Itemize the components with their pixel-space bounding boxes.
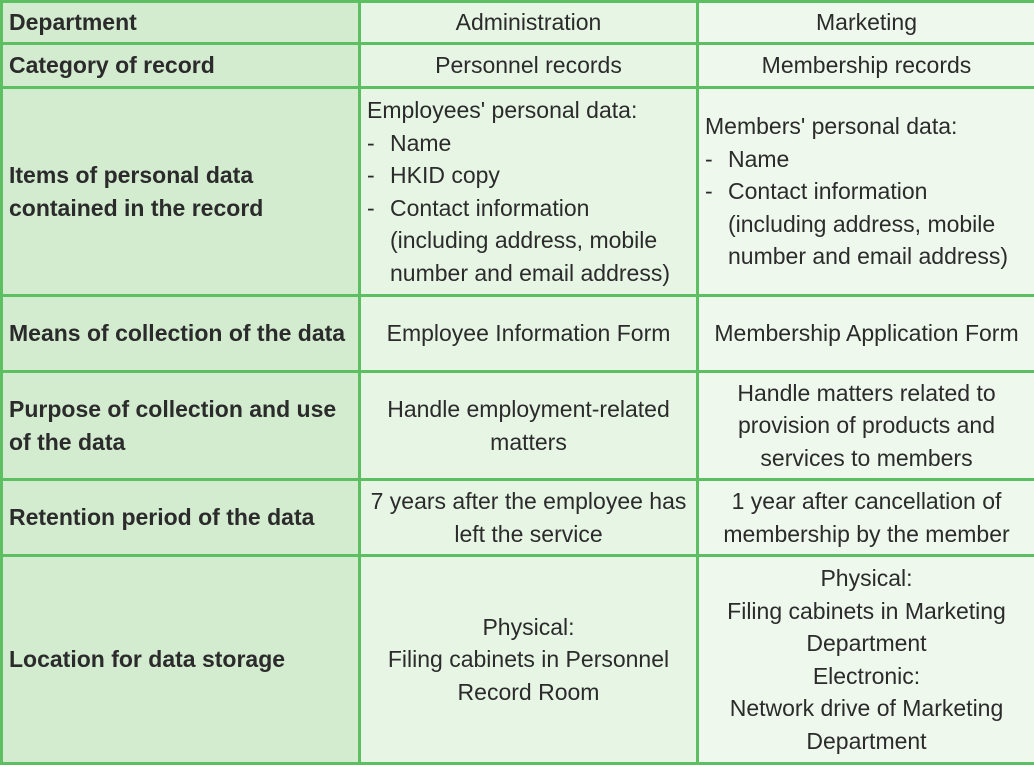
purpose-administration: Handle employment-related matters — [360, 372, 698, 480]
location-administration — [360, 556, 698, 764]
items-admin-intro: Employees' personal data: — [367, 94, 690, 127]
list-item: - Name — [705, 143, 1028, 176]
table-row-location — [2, 556, 1034, 764]
items-marketing-item: Contact information (including address, mobile number and email address) — [728, 175, 1028, 273]
row-label-department: Department — [2, 2, 360, 44]
retention-administration: 7 years after the employee has left the service — [360, 480, 698, 556]
table-row-retention — [2, 480, 1034, 556]
department-administration: Administration — [360, 2, 698, 44]
table-row-category — [2, 44, 1034, 88]
items-administration — [360, 88, 698, 296]
list-item: - Contact information (including address, mobile number and email address) — [367, 192, 690, 290]
items-marketing-item: Name — [728, 143, 1028, 176]
items-admin-item: HKID copy — [390, 159, 690, 192]
row-label-items: Items of personal data contained in the record — [2, 88, 360, 296]
location-marketing-line: Network drive of Marketing Department — [705, 692, 1028, 757]
table-row-department — [2, 2, 1034, 44]
table-row-items — [2, 88, 1034, 296]
row-label-location: Location for data storage — [2, 556, 360, 764]
category-administration: Personnel records — [360, 44, 698, 88]
row-label-retention: Retention period of the data — [2, 480, 360, 556]
items-admin-item: Name — [390, 127, 690, 160]
row-label-means: Means of collection of the data — [2, 296, 360, 372]
means-marketing: Membership Application Form — [698, 296, 1034, 372]
location-marketing-line: Electronic: — [705, 660, 1028, 693]
items-marketing — [698, 88, 1034, 296]
category-marketing: Membership records — [698, 44, 1034, 88]
location-admin-line: Physical: — [367, 611, 690, 644]
location-marketing-line: Filing cabinets in Marketing Department — [705, 595, 1028, 660]
retention-marketing: 1 year after cancellation of membership by the member — [698, 480, 1034, 556]
table-row-means — [2, 296, 1034, 372]
purpose-marketing: Handle matters related to provision of products and services to members — [698, 372, 1034, 480]
location-admin-line: Filing cabinets in Personnel Record Room — [367, 643, 690, 708]
table-row-purpose — [2, 372, 1034, 480]
items-marketing-intro: Members' personal data: — [705, 110, 1028, 143]
location-marketing — [698, 556, 1034, 764]
department-marketing: Marketing — [698, 2, 1034, 44]
means-administration: Employee Information Form — [360, 296, 698, 372]
row-label-purpose: Purpose of collection and use of the data — [2, 372, 360, 480]
list-item: - Name — [367, 127, 690, 160]
row-label-category: Category of record — [2, 44, 360, 88]
items-admin-item: Contact information (including address, mobile number and email address) — [390, 192, 690, 290]
list-item: - HKID copy — [367, 159, 690, 192]
list-item: - Contact information (including address, mobile number and email address) — [705, 175, 1028, 273]
location-marketing-line: Physical: — [705, 562, 1028, 595]
